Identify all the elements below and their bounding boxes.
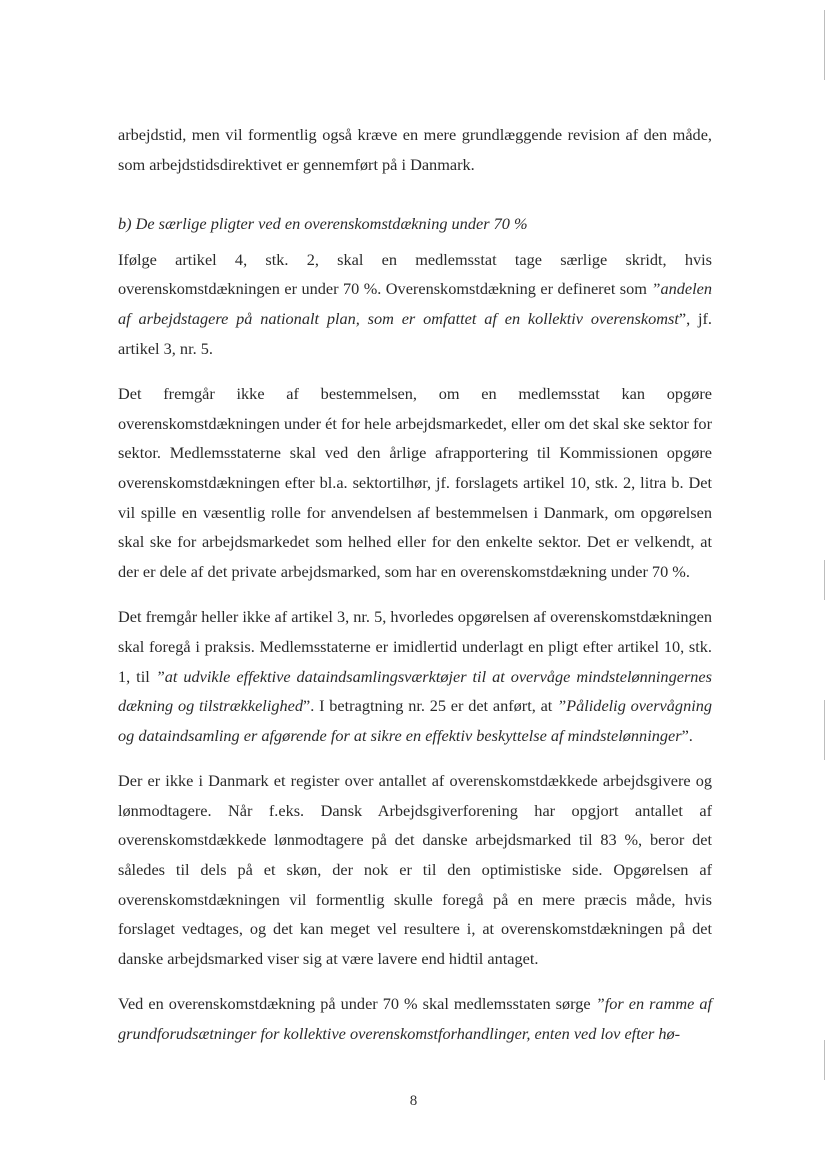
text-run: Det fremgår ikke af bestemmelsen, om en medlemsstat kan opgøre overenskomstdækningen under ét for hele arbejdsmarkedet, eller om det skal ske sektor for sektor. Medlemsstaterne skal ved den årlige afrapportering til Kommissionen opgøre overenskomstdækningen efter bl.a. sektortilhør, jf. forslagets artikel 10, stk. 2, litra b. Det vil spille en væsentlig rolle for anvendelsen af bestemmelsen i Danmark, om opgørelsen skal ske for arbejdsmarkedet som helhed eller for den enkelte sektor. Det er velkendt, at der er dele af det private arbejdsmarked, som har en overenskomstdækning under 70 %. (118, 384, 712, 581)
text-run: Ifølge artikel 4, stk. 2, skal en medlemsstat tage særlige skridt, hvis overenskomstdækningen er under 70 %. Overenskomstdækning er defineret som (118, 249, 712, 299)
scan-edge-mark (824, 700, 825, 760)
scan-edge-mark (824, 1040, 825, 1080)
paragraph (118, 379, 712, 586)
paragraph (118, 120, 712, 179)
paragraph (118, 989, 712, 1048)
italic-text: ”andelen af arbejdstagere på nationalt plan, som er omfattet af en kollektiv overenskomst (118, 279, 712, 328)
paragraph (118, 602, 712, 750)
section-subheading (118, 209, 712, 239)
page-number: 8 (409, 1093, 418, 1109)
scan-edge-mark (824, 10, 825, 80)
text-run: Ved en overenskomstdækning på under 70 % skal medlemsstaten sørge (118, 994, 596, 1014)
scan-edge-mark (824, 560, 825, 600)
text-run: Det fremgår heller ikke af artikel 3, nr. 5, hvorledes opgørelsen af overenskomstdækningen skal foregå i praksis. Medlemsstaterne er imidlertid underlagt en pligt efter artikel 10, stk. 1, til (118, 607, 712, 686)
italic-text: ”at udvikle effektive dataindsamlingsværktøjer til at overvåge mindstelønningernes dækning og tilstrækkelighed (118, 666, 712, 716)
italic-text: ”Pålidelig overvågning og dataindsamling er afgørende for at sikre en effektiv beskyttelse af mindstelønninger (118, 696, 713, 745)
text-run: Der er ikke i Danmark et register over antallet af overenskomstdækkede arbejdsgivere og lønmodtagere. Når f.eks. Dansk Arbejdsgiverforening har opgjort antallet af overenskomstdækkede lønmodtagere på det danske arbejdsmarked til 83 %, beror det således til dels på et skøn, der nok er til den optimistiske side. Opgørelsen af overenskomstdækningen vil formentlig skulle foregå på en mere præcis måde, hvis forslaget vedtages, og det kan meget vel resultere i, at overenskomstdækningen på det danske arbejdsmarked viser sig at være lavere end hidtil antaget. (118, 771, 712, 968)
text-run: ”. I betragtning nr. 25 er det anført, at (303, 696, 558, 716)
paragraph (118, 766, 712, 973)
document-body (118, 120, 712, 1065)
italic-text: ”for en ramme af grundforudsætninger for kollektive overenskomstforhandlinger, enten ved lov efter hø- (118, 994, 713, 1044)
paragraph (118, 245, 712, 363)
text-run: ”. (681, 725, 693, 745)
text-run: ”, jf. artikel 3, nr. 5. (118, 308, 712, 358)
text-run: arbejdstid, men vil formentlig også kræve en mere grundlæggende revision af den måde, som arbejdstidsdirektivet er gennemført på i Danmark. (118, 125, 712, 174)
italic-text: b) De særlige pligter ved en overenskomstdækning under 70 % (118, 214, 528, 234)
